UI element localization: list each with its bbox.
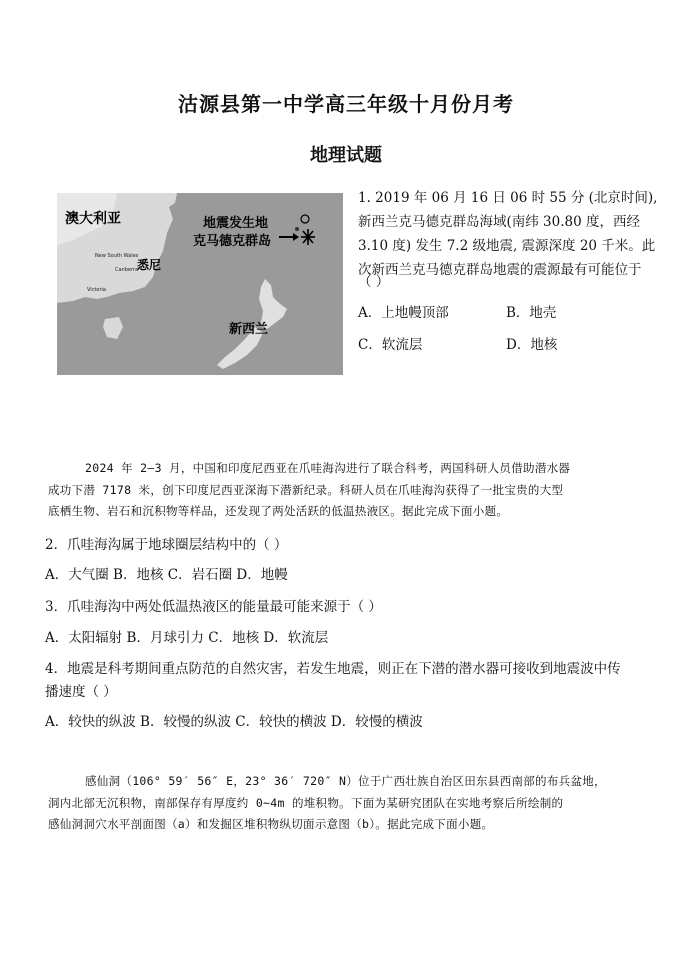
q1-bracket: （ ） [358, 274, 390, 290]
q3-stem: 3．爪哇海沟中两处低温热液区的能量最可能来源于（ ） [45, 599, 382, 615]
q4-stem-line-2: 播速度（ ） [45, 684, 117, 700]
q1-line-1: 1. 2019 年 06 月 16 日 06 时 55 分 (北京时间), [358, 190, 658, 206]
map-label-newzealand: 新西兰 [229, 322, 269, 337]
passage2-line-1: 感仙洞（106° 59′ 56″ E，23° 36′ 720″ N）位于广西壮族自治区田东县西南部的布兵盆地， [85, 774, 606, 788]
q2-stem: 2．爪哇海沟属于地球圈层结构中的（ ） [45, 537, 288, 553]
map-figure [57, 193, 343, 375]
q4-stem-line-1: 4．地震是科考期间重点防范的自然灾害，若发生地震，则正在下潜的潜水器可接收到地震波中传 [45, 661, 621, 677]
map-label-epicenter-1: 地震发生地 [203, 216, 269, 231]
map-label-sydney: 悉尼 [137, 258, 162, 272]
passage1-line-1: 2024 年 2—3 月，中国和印度尼西亚在爪哇海沟进行了联合科考，两国科研人员借助潜水器 [85, 461, 571, 475]
page-title: 沽源县第一中学高三年级十月份月考 [178, 92, 514, 116]
passage1-line-2: 成功下潜 7178 米，创下印度尼西亚深海下潜新纪录。科研人员在爪哇海沟获得了一批宝贵的大型 [48, 483, 564, 497]
q1-option-d: D．地核 [506, 337, 558, 353]
q1-line-4: 次新西兰克马德克群岛地震的震源最有可能位于 [358, 262, 642, 278]
q1-line-2: 新西兰克马德克群岛海域(南纬 30.80 度，西经 [358, 214, 640, 230]
q1-option-a: A．上地幔顶部 [358, 305, 449, 321]
passage2-line-2: 洞内北部无沉积物，南部保存有厚度约 0~4m 的堆积物。下面为某研究团队在实地考察后所绘制的 [48, 796, 564, 810]
map-label-victoria: Victoria [87, 287, 106, 293]
q3-options: A．太阳辐射 B．月球引力 C．地核 D．软流层 [45, 630, 329, 646]
q1-option-b: B．地壳 [506, 305, 557, 321]
q1-option-c: C．软流层 [358, 337, 423, 353]
q2-options: A．大气圈 B．地核 C．岩石圈 D．地幔 [45, 567, 288, 583]
map-label-canberra: Canberra [115, 267, 139, 273]
map-label-nsw: New South Wales [95, 253, 139, 259]
page-subtitle: 地理试题 [310, 145, 382, 166]
passage1-line-3: 底栖生物、岩石和沉积物等样品，还发现了两处活跃的低温热液区。据此完成下面小题。 [48, 504, 509, 518]
passage2-line-3: 感仙洞洞穴水平剖面图（a）和发掘区堆积物纵切面示意图（b）。据此完成下面小题。 [48, 817, 494, 831]
map-label-epicenter-2: 克马德克群岛 [193, 234, 272, 249]
q4-options: A．较快的纵波 B．较慢的纵波 C．较快的横波 D．较慢的横波 [45, 714, 423, 730]
q1-line-3: 3.10 度) 发生 7.2 级地震, 震源深度 20 千米。此 [358, 238, 656, 254]
map-label-australia: 澳大利亚 [65, 211, 121, 227]
